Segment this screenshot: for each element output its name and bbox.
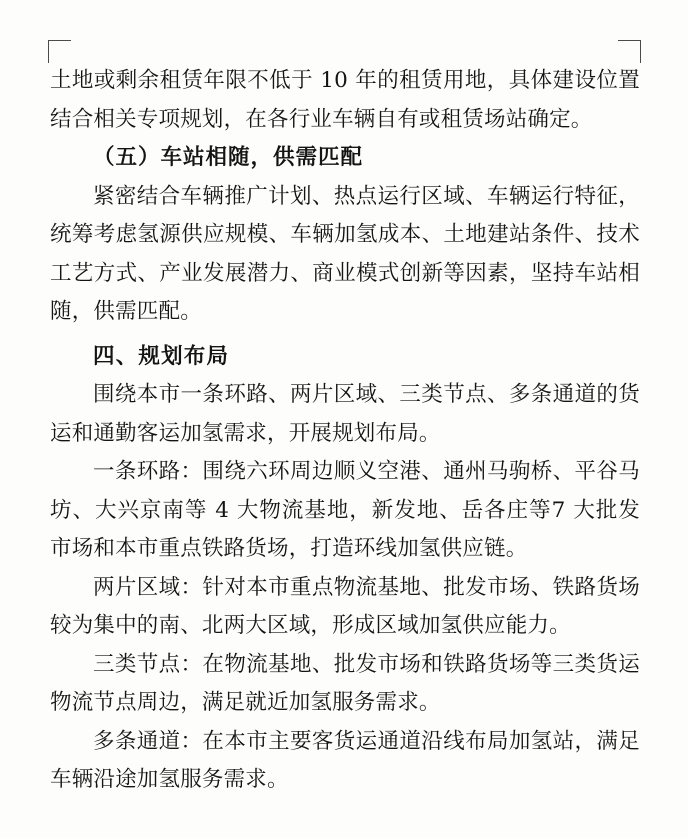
document-body [50, 62, 640, 800]
paragraph-continued: 土地或剩余租赁年限不低于 10 年的租赁用地，具体建设位置结合相关专项规划，在各行业车辆自有或租赁场站确定。 [50, 68, 640, 132]
crop-mark-top-left [48, 40, 71, 63]
crop-mark-top-right [618, 40, 641, 63]
heading-section-four: 四、规划布局 [93, 343, 230, 369]
paragraph-one-ring-road: 一条环路：围绕六环周边顺义空港、通州马驹桥、平谷马坊、大兴京南等 4 大物流基地，新发地、岳各庄等7 大批发市场和本市重点铁路货场，打造环线加氢供应链。 [50, 459, 640, 561]
paragraph-subsection-five-body: 紧密结合车辆推广计划、热点运行区域、车辆运行特征，统筹考虑氢源供应规模、车辆加氢成本、土地建站条件、技术工艺方式、产业发展潜力、商业模式创新等因素，坚持车站相随，供需匹配。 [50, 183, 640, 324]
heading-subsection-five: （五）车站相随，供需匹配 [93, 145, 364, 170]
paragraph-two-areas: 两片区域：针对本市重点物流基地、批发市场、铁路货场较为集中的南、北两大区域，形成区域加氢供应能力。 [50, 574, 640, 638]
paragraph-three-node-types: 三类节点：在物流基地、批发市场和铁路货场等三类货运物流节点周边，满足就近加氢服务需求。 [50, 651, 640, 715]
paragraph-multiple-corridors: 多条通道：在本市主要客货运通道沿线布局加氢站，满足车辆沿途加氢服务需求。 [50, 728, 640, 792]
paragraph-layout-intro: 围绕本市一条环路、两片区域、三类节点、多条通道的货运和通勤客运加氢需求，开展规划布局。 [50, 382, 640, 446]
